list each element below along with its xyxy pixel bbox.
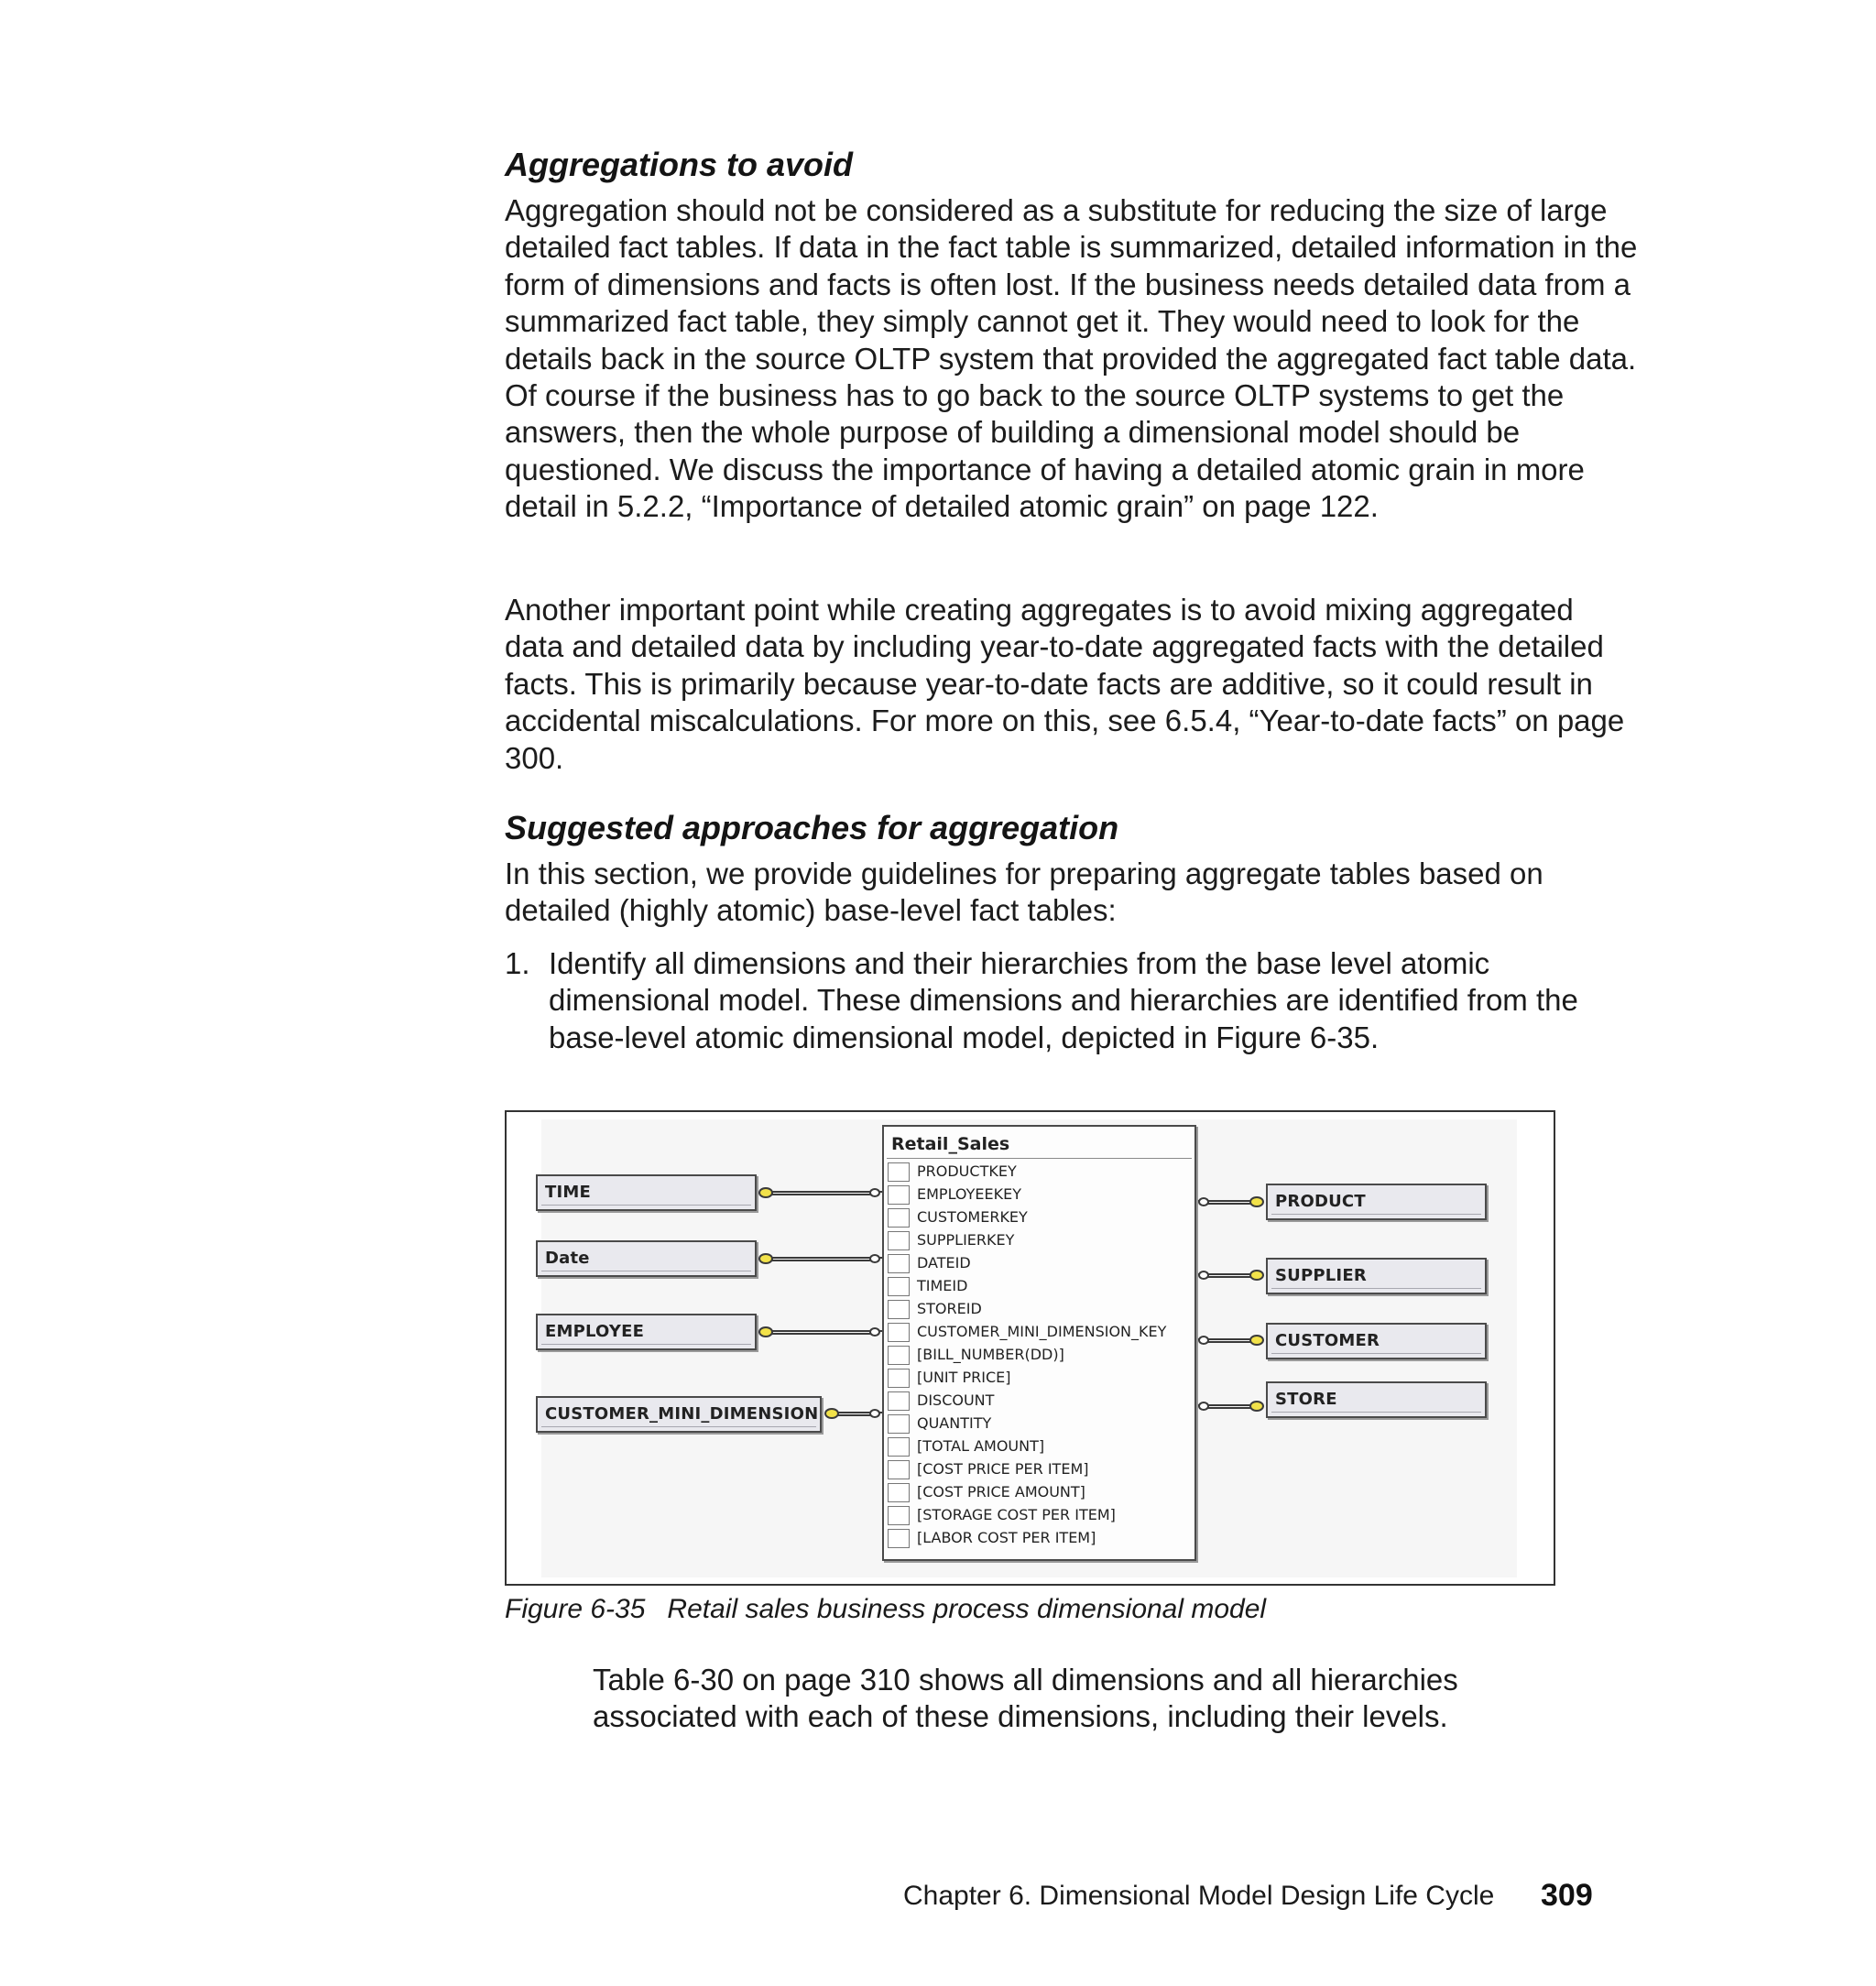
- dimension-table-customer: [1266, 1323, 1487, 1359]
- fact-column-row: [888, 1252, 1190, 1275]
- fact-column-row: [888, 1504, 1190, 1527]
- fact-column-name: DISCOUNT: [917, 1391, 995, 1409]
- dimension-table-customer-mini-dimension: [536, 1396, 822, 1433]
- fact-table-title: Retail_Sales: [891, 1134, 1010, 1154]
- paragraph-table-reference: Table 6-30 on page 310 shows all dimensions and all hierarchies associated with each of these dimensions, including their levels.: [593, 1663, 1458, 1734]
- list-item-number: 1.: [505, 946, 530, 980]
- fact-table-retail-sales: [882, 1125, 1196, 1561]
- fact-column-row: [888, 1298, 1190, 1321]
- fact-column-row: [888, 1481, 1190, 1504]
- fact-column-row: [888, 1275, 1190, 1298]
- dimension-table-label: Date: [545, 1249, 590, 1268]
- dimension-table-time: [536, 1174, 757, 1211]
- paragraph-mixing-aggregated-data: Another important point while creating aggregates is to avoid mixing aggregated data and detailed data by including year-to-date aggregated facts with the detailed facts. This is primarily because year-to-date facts are additive, so it could result in accidental miscalculations. For more on this, see 6.5.4, “Year-to-date facts” on page 300.: [505, 593, 1625, 775]
- dimension-table-label: PRODUCT: [1275, 1192, 1366, 1211]
- fact-column-row: [888, 1344, 1190, 1367]
- fact-column-name: DATEID: [917, 1254, 971, 1271]
- paragraph-aggregation-substitute: Aggregation should not be considered as a substitute for reducing the size of large detailed fact tables. If data in the fact table is summarized, detailed information in the form of dimensions and facts is often lost. If the business needs detailed data from a summarized fact table, they simply cannot get it. They would need to look for the details back in the source OLTP system that provided the aggregated fact table data. Of course if the business has to go back to the source OLTP systems to get the answers, then the whole purpose of building a dimensional model should be questioned. We discuss the importance of having a detailed atomic grain in more detail in 5.2.2, “Importance of detailed atomic grain” on page 122.: [505, 193, 1638, 524]
- dimension-table-label: STORE: [1275, 1390, 1337, 1409]
- fact-column-name: STOREID: [917, 1300, 982, 1317]
- heading-aggregations-to-avoid: Aggregations to avoid: [505, 146, 854, 183]
- connector-supplier: [1196, 1271, 1263, 1280]
- fact-column-row: [888, 1367, 1190, 1390]
- fact-column-name: [COST PRICE AMOUNT]: [917, 1483, 1085, 1500]
- dimension-table-supplier: [1266, 1258, 1487, 1294]
- fact-column-name: SUPPLIERKEY: [917, 1231, 1015, 1249]
- dimension-table-label: CUSTOMER: [1275, 1331, 1380, 1350]
- dimension-table-store: [1266, 1381, 1487, 1418]
- figure-caption-label: Figure 6-35: [505, 1594, 646, 1624]
- connector-time: [759, 1188, 882, 1197]
- paragraph-guidelines-intro: In this section, we provide guidelines for preparing aggregate tables based on detailed (highly atomic) base-level fact tables:: [505, 857, 1543, 928]
- connector-customer: [1196, 1336, 1263, 1345]
- footer-chapter-title: Chapter 6. Dimensional Model Design Life Cycle: [903, 1881, 1495, 1911]
- heading-suggested-approaches: Suggested approaches for aggregation: [505, 809, 1119, 846]
- fact-column-name: [COST PRICE PER ITEM]: [917, 1460, 1089, 1478]
- fact-column-row: [888, 1435, 1190, 1458]
- fact-column-name: [LABOR COST PER ITEM]: [917, 1529, 1096, 1546]
- fact-column-row: [888, 1527, 1190, 1550]
- fact-column-row: [888, 1161, 1190, 1184]
- fact-column-name: EMPLOYEEKEY: [917, 1185, 1021, 1203]
- figure-caption: [505, 1594, 1266, 1625]
- fact-column-name: [BILL_NUMBER(DD)]: [917, 1346, 1064, 1363]
- list-item-text: Identify all dimensions and their hierarchies from the base level atomic dimensional model. These dimensions and hierarchies are identified from the base-level atomic dimensional model, depicted in Figure 6-35.: [549, 946, 1578, 1054]
- fact-column-name: PRODUCTKEY: [917, 1162, 1017, 1180]
- fact-column-name: QUANTITY: [917, 1414, 992, 1432]
- dimension-table-employee: [536, 1314, 757, 1350]
- page-number: 309: [1541, 1878, 1593, 1913]
- connector-product: [1196, 1197, 1263, 1206]
- fact-column-name: [STORAGE COST PER ITEM]: [917, 1506, 1116, 1523]
- dimension-table-label: CUSTOMER_MINI_DIMENSION: [545, 1404, 819, 1424]
- dimension-table-label: SUPPLIER: [1275, 1266, 1367, 1285]
- fact-column-name: [TOTAL AMOUNT]: [917, 1437, 1045, 1455]
- fact-column-row: [888, 1390, 1190, 1413]
- dimension-table-product: [1266, 1184, 1487, 1220]
- connector-store: [1196, 1402, 1263, 1411]
- dimension-table-label: EMPLOYEE: [545, 1322, 645, 1341]
- dimension-table-label: TIME: [545, 1183, 591, 1202]
- connector-date: [759, 1254, 882, 1263]
- connector-customer-mini-dimension: [825, 1409, 882, 1418]
- fact-column-row: [888, 1321, 1190, 1344]
- fact-column-row: [888, 1206, 1190, 1229]
- fact-column-name: CUSTOMER_MINI_DIMENSION_KEY: [917, 1323, 1167, 1340]
- figure-caption-text: Retail sales business process dimensional model: [667, 1594, 1267, 1624]
- fact-column-row: [888, 1184, 1190, 1206]
- fact-column-name: TIMEID: [917, 1277, 968, 1294]
- fact-column-row: [888, 1229, 1190, 1252]
- fact-column-row: [888, 1458, 1190, 1481]
- dimension-table-date: [536, 1240, 757, 1277]
- fact-column-row: [888, 1413, 1190, 1435]
- fact-column-name: [UNIT PRICE]: [917, 1369, 1011, 1386]
- connector-employee: [759, 1327, 882, 1337]
- fact-column-name: CUSTOMERKEY: [917, 1208, 1028, 1226]
